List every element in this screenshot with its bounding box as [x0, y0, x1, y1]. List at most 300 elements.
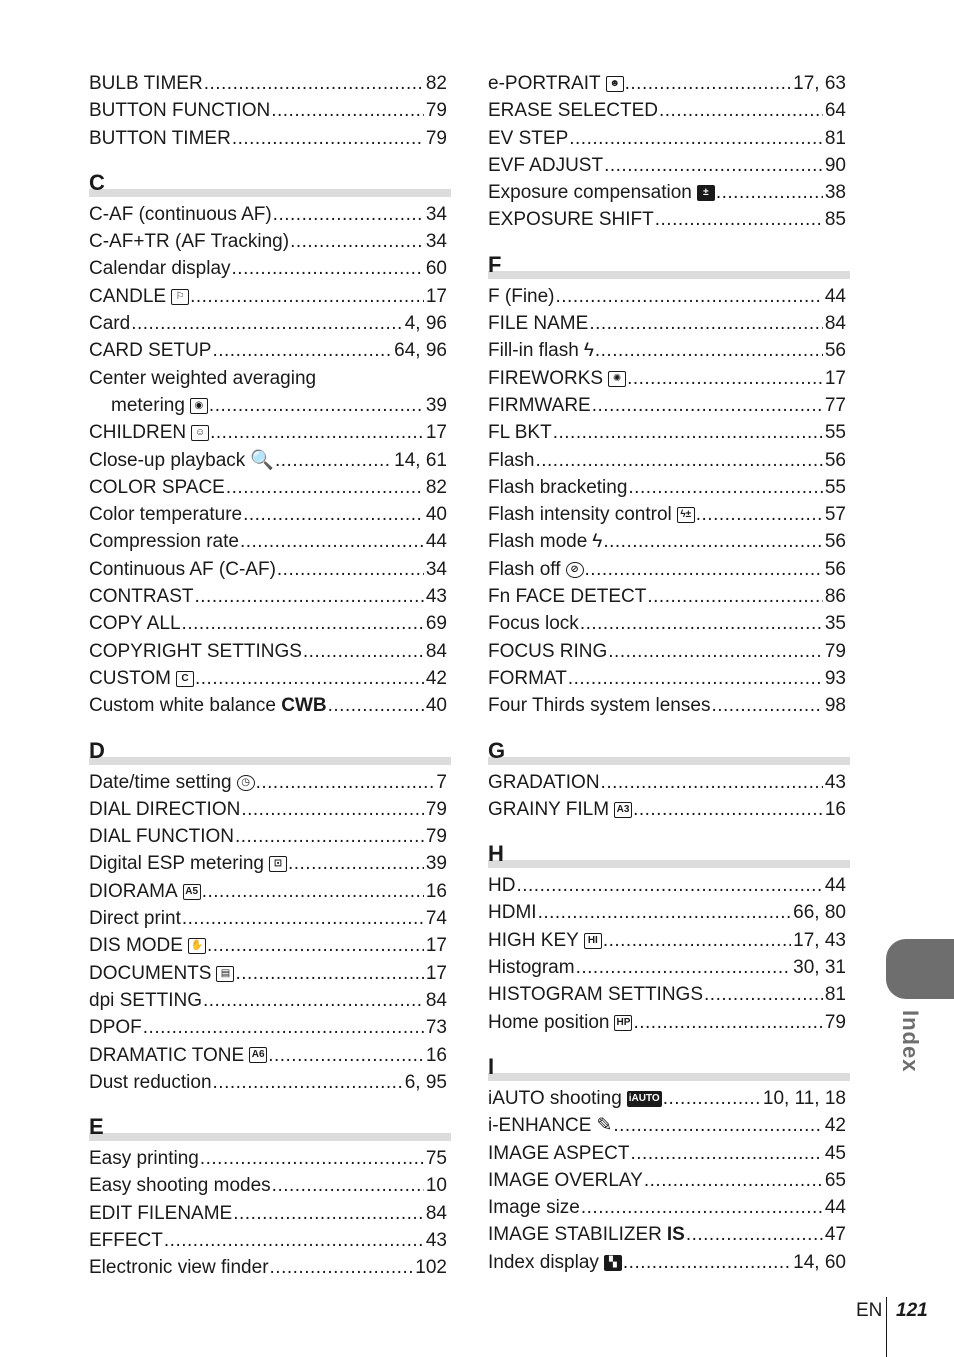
entry-term: DIAL DIRECTION [89, 798, 241, 820]
index-entry [488, 927, 850, 954]
page-ref: 17 [824, 367, 846, 389]
leader-dots [516, 872, 822, 899]
section-letter: H [488, 841, 504, 867]
index-entry [89, 556, 451, 583]
entry-term: HDMI [488, 902, 537, 924]
entry-term: C-AF (continuous AF) [89, 203, 272, 225]
page-ref: 17, 43 [793, 929, 846, 951]
section-letter: G [488, 737, 506, 763]
index-entry [89, 1145, 451, 1172]
leader-dots [647, 583, 823, 610]
flash-off-icon: ⊘ [566, 556, 584, 583]
art6-icon: A6 [249, 1042, 267, 1069]
index-entry [488, 899, 850, 926]
entry-term: Flash [488, 449, 535, 471]
entry-term: Fill-in flash [488, 340, 579, 362]
leader-dots [659, 97, 823, 124]
index-entry [89, 201, 451, 228]
index-entry [488, 556, 850, 583]
entry-term: C-AF+TR (AF Tracking) [89, 231, 290, 253]
index-entry [89, 796, 451, 823]
leader-dots [143, 1014, 424, 1041]
page-ref: 56 [824, 558, 846, 580]
entry-term: FOCUS RING [488, 640, 608, 662]
index-entry [488, 97, 850, 124]
page-ref: 60 [425, 258, 447, 280]
magnifier-icon: 🔍 [250, 449, 274, 471]
entry-term: Card [89, 313, 131, 335]
leader-dots [290, 228, 424, 255]
entry-term: Index display [488, 1251, 599, 1273]
page-ref: 73 [425, 1017, 447, 1039]
page-ref: 98 [824, 695, 846, 717]
page-ref: 16 [824, 798, 846, 820]
page-ref: 43 [425, 1229, 447, 1251]
page-ref: 14, 60 [793, 1251, 846, 1273]
leader-dots [603, 528, 823, 555]
entry-term: dpi SETTING [89, 989, 202, 1011]
index-entry [488, 179, 850, 206]
entry-term: Date/time setting [89, 771, 232, 793]
page-ref: 79 [425, 798, 447, 820]
leader-dots [182, 610, 424, 637]
documents-icon: ▤ [216, 960, 234, 987]
page-ref: 17 [425, 962, 447, 984]
index-entry [89, 905, 451, 932]
index-entry [89, 228, 451, 255]
entry-term: i-ENHANCE [488, 1115, 592, 1137]
page-ref: 16 [425, 1044, 447, 1066]
entry-term: e-PORTRAIT [488, 73, 601, 94]
page-ref: 57 [824, 504, 846, 526]
index-entry [89, 1200, 451, 1227]
leader-dots [553, 419, 823, 446]
page-ref: 40 [425, 695, 447, 717]
page-ref: 79 [425, 826, 447, 848]
entry-term: BULB TIMER [89, 73, 203, 94]
exposure-comp-icon: ± [697, 179, 715, 206]
page-ref: 56 [824, 531, 846, 553]
flash-icon: ϟ [583, 340, 594, 362]
flash-mode-icon: ϟ [592, 531, 603, 553]
index-entry [89, 528, 451, 555]
page-ref: 86 [824, 586, 846, 608]
index-entry [488, 474, 850, 501]
leader-dots [235, 960, 423, 987]
leader-dots [608, 638, 823, 665]
entry-term: Flash bracketing [488, 476, 628, 498]
page-ref: 17 [425, 935, 447, 957]
section-bar [89, 189, 451, 197]
index-entry [488, 954, 850, 981]
section-header [488, 253, 850, 283]
leader-dots [538, 899, 792, 926]
entry-term: DOCUMENTS [89, 962, 212, 984]
index-entry [89, 365, 451, 420]
index-column-left [89, 70, 451, 1282]
page-ref: 16 [425, 880, 447, 902]
entry-term: CONTRAST [89, 586, 194, 608]
section-bar [89, 1133, 451, 1141]
page-ref: 56 [824, 449, 846, 471]
page-ref: 4, 96 [404, 313, 447, 335]
index-entry [89, 692, 451, 719]
dis-mode-icon: ✋ [188, 932, 206, 959]
index-entry [89, 447, 451, 474]
index-entry [488, 692, 850, 719]
leader-dots [627, 365, 823, 392]
page-ref: 39 [425, 394, 447, 416]
entry-term: FILE NAME [488, 313, 589, 335]
leader-dots [603, 927, 791, 954]
page-ref: 44 [824, 285, 846, 307]
index-side-tab [886, 939, 954, 999]
leader-dots [633, 1009, 822, 1036]
leader-dots [226, 474, 424, 501]
index-entry [89, 283, 451, 310]
entry-term: Direct print [89, 908, 181, 930]
index-entry [488, 125, 850, 152]
index-entry [488, 1140, 850, 1167]
entry-term: EXPOSURE SHIFT [488, 209, 654, 231]
leader-dots [195, 583, 424, 610]
page-ref: 102 [415, 1257, 447, 1279]
section-letter: F [488, 251, 502, 277]
page-ref: 81 [824, 127, 846, 149]
leader-dots [202, 878, 424, 905]
page-ref: 17 [425, 285, 447, 307]
entry-term: CANDLE [89, 285, 167, 307]
index-entry [89, 474, 451, 501]
leader-dots [716, 179, 823, 206]
index-entry [488, 152, 850, 179]
index-column-right [488, 70, 850, 1276]
page-ref: 77 [824, 394, 846, 416]
leader-dots [595, 337, 823, 364]
page-ref: 10 [425, 1175, 447, 1197]
entry-term: IMAGE OVERLAY [488, 1169, 643, 1191]
index-entry [488, 665, 850, 692]
entry-term: FIRMWARE [488, 394, 591, 416]
entry-term: FIREWORKS [488, 367, 604, 389]
page-ref: 40 [425, 504, 447, 526]
index-entry [488, 1167, 850, 1194]
leader-dots [235, 823, 424, 850]
entry-term: Image size [488, 1197, 580, 1219]
page-ref: 84 [425, 640, 447, 662]
leader-dots [272, 1172, 424, 1199]
entry-term: COLOR SPACE [89, 476, 225, 498]
entry-term: Easy printing [89, 1148, 199, 1170]
entry-term: HISTOGRAM SETTINGS [488, 984, 704, 1006]
footer-divider [886, 1297, 887, 1357]
leader-dots [569, 125, 823, 152]
entry-term: CUSTOM [89, 667, 171, 689]
section-bar [89, 757, 451, 765]
page-ref: 79 [425, 127, 447, 149]
entry-term-continued: metering [111, 394, 185, 416]
index-entry [488, 1112, 850, 1139]
entry-term: Center weighted averaging [89, 367, 317, 389]
index-entry [89, 1254, 451, 1281]
index-entry [89, 960, 451, 987]
page-number: 121 [896, 1300, 928, 1321]
entry-term: Histogram [488, 957, 575, 979]
leader-dots [585, 556, 823, 583]
entry-term: FORMAT [488, 667, 567, 689]
page-ref: 42 [425, 667, 447, 689]
entry-term: Close-up playback [89, 449, 246, 471]
page-ref: 90 [824, 154, 846, 176]
art5-icon: A5 [183, 878, 201, 905]
leader-dots [686, 1221, 823, 1248]
index-entry [488, 583, 850, 610]
center-weighted-metering-icon: ◉ [190, 392, 208, 419]
index-entry [488, 1249, 850, 1276]
leader-dots [288, 850, 424, 877]
index-entry [488, 1194, 850, 1221]
leader-dots [212, 337, 392, 364]
entry-term: GRADATION [488, 771, 600, 793]
leader-dots [328, 692, 424, 719]
entry-term: Four Thirds system lenses [488, 695, 711, 717]
page-ref: 34 [425, 203, 447, 225]
iauto-icon: iAUTO [627, 1085, 662, 1112]
entry-term: DIAL FUNCTION [89, 826, 234, 848]
leader-dots [535, 447, 822, 474]
section-bar [488, 1073, 850, 1081]
page-ref: 34 [425, 558, 447, 580]
page-ref: 39 [425, 853, 447, 875]
leader-dots [630, 1140, 822, 1167]
leader-dots [696, 501, 823, 528]
clock-icon: ◷ [237, 769, 255, 796]
entry-term: Exposure compensation [488, 182, 692, 204]
section-letter: I [488, 1053, 495, 1079]
leader-dots [190, 283, 424, 310]
index-entry [488, 1009, 850, 1036]
page-ref: 79 [824, 640, 846, 662]
leader-dots [644, 1167, 823, 1194]
index-entry [89, 638, 451, 665]
entry-term: Electronic view finder [89, 1257, 269, 1279]
entry-term: Custom white balance CWB [89, 695, 327, 717]
index-entry [488, 337, 850, 364]
index-entry [488, 283, 850, 310]
leader-dots [625, 70, 792, 97]
index-entry [89, 987, 451, 1014]
page-ref: 7 [436, 771, 447, 793]
leader-dots [241, 796, 424, 823]
entry-term: CHILDREN [89, 422, 187, 444]
fireworks-icon: ✺ [608, 365, 626, 392]
index-entry [89, 310, 451, 337]
page-ref: 69 [425, 613, 447, 635]
page-ref: 56 [824, 340, 846, 362]
leader-dots [655, 206, 823, 233]
leader-dots [556, 283, 823, 310]
entry-term: Easy shooting modes [89, 1175, 271, 1197]
entry-term: Focus lock [488, 613, 579, 635]
page-ref: 55 [824, 476, 846, 498]
page-ref: 34 [425, 231, 447, 253]
entry-term: BUTTON FUNCTION [89, 100, 271, 122]
index-entry [488, 981, 850, 1008]
page-ref: 47 [824, 1224, 846, 1246]
home-position-icon: HP [614, 1009, 632, 1036]
entry-term: EV STEP [488, 127, 569, 149]
leader-dots [268, 1042, 424, 1069]
page-ref: 44 [824, 1197, 846, 1219]
index-entry [488, 610, 850, 637]
index-entry [89, 1014, 451, 1041]
index-entry [89, 610, 451, 637]
entry-term: Flash off [488, 558, 561, 580]
page-ref: 82 [425, 73, 447, 94]
leader-dots [592, 392, 823, 419]
entry-term: ERASE SELECTED [488, 100, 658, 122]
entry-term: iAUTO shooting [488, 1087, 622, 1109]
entry-term: Calendar display [89, 258, 231, 280]
index-entry [89, 1172, 451, 1199]
leader-dots [613, 1112, 822, 1139]
section-header [89, 1115, 451, 1145]
page-ref: 74 [425, 908, 447, 930]
index-entry [89, 850, 451, 877]
page-ref: 42 [824, 1115, 846, 1137]
index-entry [89, 823, 451, 850]
page-ref: 75 [425, 1148, 447, 1170]
footer-language: EN [856, 1300, 883, 1321]
index-entry [488, 1085, 850, 1112]
leader-dots [273, 201, 424, 228]
entry-term: FL BKT [488, 422, 552, 444]
entry-term: EDIT FILENAME [89, 1202, 233, 1224]
index-entry [89, 1042, 451, 1069]
index-entry [488, 769, 850, 796]
leader-dots [200, 1145, 424, 1172]
page-ref: 81 [824, 984, 846, 1006]
leader-dots [277, 556, 424, 583]
index-entry [89, 97, 451, 124]
page-ref: 84 [425, 989, 447, 1011]
entry-term: Fn FACE DETECT [488, 586, 647, 608]
index-entry [488, 310, 850, 337]
page-ref: 14, 61 [394, 449, 447, 471]
section-letter: D [89, 737, 105, 763]
index-entry [488, 365, 850, 392]
page-ref: 43 [425, 586, 447, 608]
entry-term: DIORAMA [89, 880, 178, 902]
leader-dots [633, 796, 823, 823]
leader-dots [275, 447, 392, 474]
leader-dots [182, 905, 424, 932]
page-ref: 66, 80 [793, 902, 846, 924]
leader-dots [711, 692, 822, 719]
entry-term: Color temperature [89, 504, 243, 526]
page-ref: 6, 95 [404, 1071, 447, 1093]
page-ref: 44 [824, 875, 846, 897]
leader-dots [581, 1194, 823, 1221]
entry-term: Flash intensity control [488, 504, 672, 526]
page-ref: 55 [824, 422, 846, 444]
entry-term: Dust reduction [89, 1071, 212, 1093]
section-header [488, 842, 850, 872]
index-entry [488, 528, 850, 555]
leader-dots [628, 474, 822, 501]
entry-term: Flash mode [488, 531, 588, 553]
leader-dots [623, 1249, 791, 1276]
entry-term: IMAGE ASPECT [488, 1142, 630, 1164]
page-ref: 79 [824, 1011, 846, 1033]
page-ref: 85 [824, 209, 846, 231]
leader-dots [204, 70, 424, 97]
esp-metering-icon: ⊡ [269, 850, 287, 877]
entry-term: Home position [488, 1011, 610, 1033]
index-entry [488, 419, 850, 446]
leader-dots [240, 528, 424, 555]
section-header [89, 171, 451, 201]
index-side-label: Index [898, 1010, 923, 1073]
leader-dots [232, 255, 424, 282]
leader-dots [601, 769, 823, 796]
index-entry [488, 447, 850, 474]
entry-term: CARD SETUP [89, 340, 212, 362]
entry-term: COPY ALL [89, 613, 181, 635]
section-letter: E [89, 1114, 104, 1140]
leader-dots [243, 501, 424, 528]
leader-dots [589, 310, 823, 337]
index-entry [89, 665, 451, 692]
index-entry [488, 1221, 850, 1248]
page-ref: 64, 96 [394, 340, 447, 362]
index-entry [89, 1227, 451, 1254]
leader-dots [207, 932, 424, 959]
index-entry [488, 872, 850, 899]
entry-term: Continuous AF (C-AF) [89, 558, 276, 580]
index-entry [89, 70, 451, 97]
children-icon: ☺ [191, 419, 209, 446]
leader-dots [580, 610, 823, 637]
index-entry [488, 501, 850, 528]
section-header [89, 739, 451, 769]
section-header [488, 1055, 850, 1085]
page-ref: 84 [425, 1202, 447, 1224]
index-entry [89, 501, 451, 528]
art3-icon: A3 [614, 796, 632, 823]
page-ref: 65 [824, 1169, 846, 1191]
section-bar [488, 860, 850, 868]
index-entry [488, 796, 850, 823]
entry-term: DRAMATIC TONE [89, 1044, 245, 1066]
entry-term: DPOF [89, 1017, 142, 1039]
entry-term: BUTTON TIMER [89, 127, 231, 149]
index-entry [89, 932, 451, 959]
i-enhance-icon: ✎ [596, 1115, 613, 1137]
page-ref: 84 [824, 313, 846, 335]
index-entry [89, 1069, 451, 1096]
index-entry [89, 125, 451, 152]
entry-term: Digital ESP metering [89, 853, 264, 875]
page-ref: 44 [425, 531, 447, 553]
index-entry [488, 638, 850, 665]
entry-term: F (Fine) [488, 285, 555, 307]
page-ref: 93 [824, 667, 846, 689]
page-ref: 38 [824, 182, 846, 204]
leader-dots [568, 665, 823, 692]
section-letter: C [89, 169, 105, 195]
index-entry [89, 419, 451, 446]
